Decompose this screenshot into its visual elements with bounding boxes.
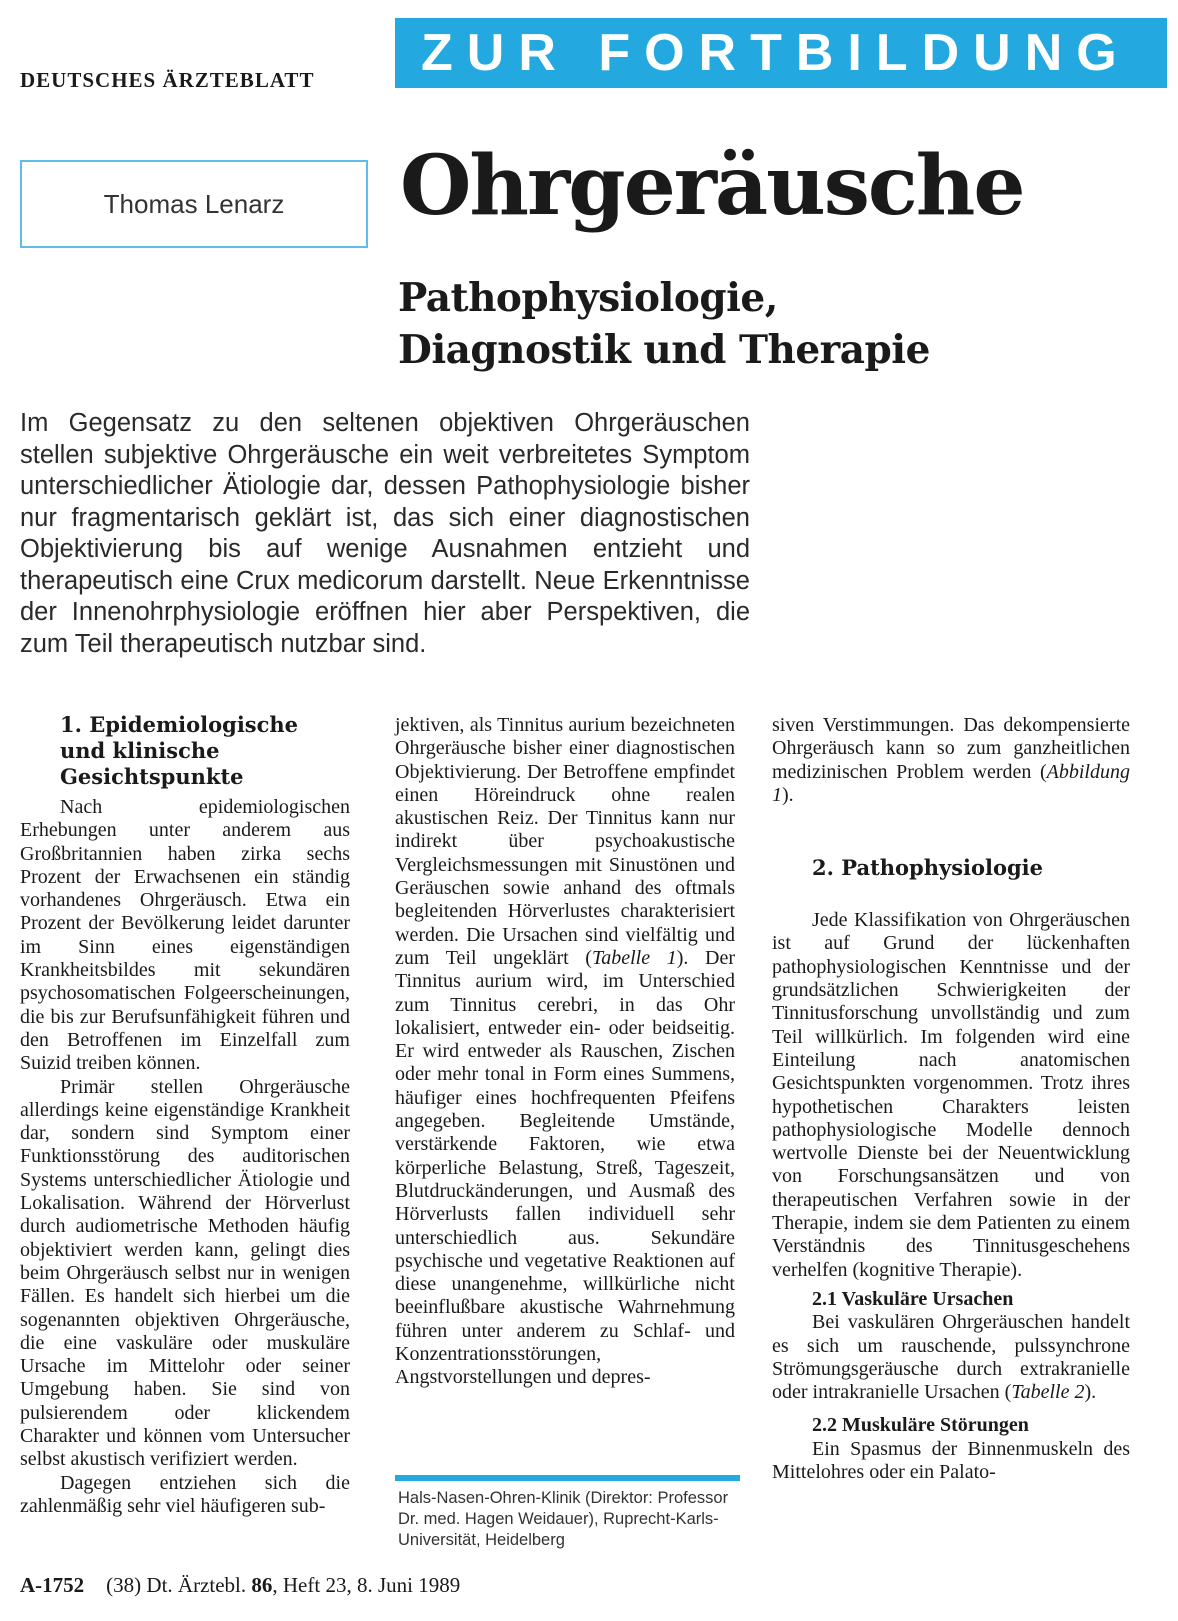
page-footer xyxy=(20,1573,460,1598)
page-id: A-1752 xyxy=(20,1573,85,1597)
paragraph: Nach epidemiologischen Erhebungen unter anderem aus Großbritannien haben zirka sechs Prozent der Erwachsenen ein ständig vorhandenes Ohrgeräusch. Etwa ein Prozent der Bevölkerung leidet darunter im Sinn eines eigenständigen Krankheitsbildes mit sekundären psychosomatischen Folgeerscheinungen, die bis zur Berufsunfähigkeit führen und den Betroffenen im Einzelfall zum Suizid treiben können. xyxy=(20,796,350,1075)
subtitle-line-1: Pathophysiologie, xyxy=(398,275,778,321)
section-1-heading-line: Gesichtspunkte xyxy=(60,764,244,789)
column-2 xyxy=(395,714,735,1390)
section-1-heading xyxy=(60,712,350,790)
affiliation-note: Hals-Nasen-Ohren-Klinik (Direktor: Professor Dr. med. Hagen Weidauer), Ruprecht-Karls-Universität, Heidelberg xyxy=(398,1489,729,1549)
paragraph-text: Bei vaskulären Ohrgeräuschen handelt es sich um rauschende, pulssynchrone Strömungsgeräusche durch extrakranielle oder intrakranielle Ursachen ( xyxy=(772,1311,1130,1404)
paragraph: Jede Klassifikation von Ohrgeräuschen ist auf Grund der lückenhaften pathophysiologischen Kenntnisse und der grundsätzlichen Schwierigkeiten der Tinnitusforschung unvollständig und zum Teil willkürlich. Im folgenden wird eine Einteilung nach anatomischen Gesichtspunkten vorgenommen. Trotz ihres hypothetischen Charakters leisten pathophysiologische Modelle dennoch wertvolle Dienste bei der Neuentwicklung von Forschungsansätzen und von therapeutischen Verfahren sowie in der Therapie, indem sie dem Patienten zu einem Verständnis des Tinnitusgeschehens verhelfen (kognitive Therapie). xyxy=(772,909,1130,1281)
citation-text: (38) Dt. Ärztebl. xyxy=(106,1573,247,1597)
affiliation-rule xyxy=(395,1475,740,1481)
table-reference: Tabelle 1 xyxy=(591,946,677,969)
paragraph-text: ). xyxy=(1084,1381,1097,1404)
article-subtitle xyxy=(398,272,1158,376)
paragraph-text: jektiven, als Tinnitus aurium bezeichneten Ohrgeräusche bisher einer diagnostischen Objektivierung. Der Betroffene empfindet einen Höreindruck ohne realen akustischen Reiz. Der Tinnitus kann nur indirekt über psychoakustische Vergleichsmessungen mit Sinustönen und Geräuschen sowie anhand des oftmals begleitenden Hörverlustes charakterisiert werden. Die Ursachen sind vielfältig und zum Teil ungeklärt ( xyxy=(395,714,735,969)
section-1-heading-line: und klinische xyxy=(60,738,220,763)
citation-text: , Heft 23, 8. Juni 1989 xyxy=(272,1573,461,1597)
section-banner: ZUR FORTBILDUNG xyxy=(395,18,1167,88)
subsection-2-1-heading: 2.1 Vaskuläre Ursachen xyxy=(812,1287,1014,1310)
paragraph: Primär stellen Ohrgeräusche allerdings keine eigenständige Krankheit dar, sondern sind Symptom einer Funktionsstörung des auditorischen Systems unterschiedlicher Ätiologie und Lokalisation. Während der Hörverlust durch audiometrische Methoden häufig objektiviert werden kann, gelingt dies beim Ohrgeräusch selbst nur in wenigen Fällen. Es handelt sich hierbei um die sogenannten objektiven Ohrgeräusche, die eine vaskuläre oder muskuläre Ursache im Mittelohr oder seiner Umgebung haben. Sie sind von pulsierendem oder klickendem Charakter und können vom Untersucher selbst akustisch verifiziert werden. xyxy=(20,1075,350,1471)
paragraph xyxy=(772,1311,1130,1404)
paragraph: Ein Spasmus der Binnenmuskeln des Mittelohres oder ein Palato- xyxy=(772,1437,1130,1484)
column-1 xyxy=(20,712,350,1518)
column-3 xyxy=(772,714,1130,1484)
author-name: Thomas Lenarz xyxy=(103,188,285,219)
volume-number: 86 xyxy=(251,1573,273,1597)
abstract: Im Gegensatz zu den seltenen objektiven Ohrgeräuschen stellen subjektive Ohrgeräusche ein weit verbreitetes Symptom unterschiedlicher Ätiologie dar, dessen Pathophysiologie bisher nur fragmentarisch geklärt ist, das sich einer diagnostischen Objektivierung bis auf wenige Ausnahmen entzieht und therapeutisch eine Crux medicorum darstellt. Neue Erkenntnisse der Innenohrphysiologie eröffnen hier aber Perspektiven, die zum Teil therapeutisch nutzbar sind. xyxy=(20,409,750,658)
author-box xyxy=(20,160,368,248)
paragraph-text: siven Verstimmungen. Das dekompensierte Ohrgeräusch kann so zum ganzheitlichen medizinischen Problem werden ( xyxy=(772,714,1130,783)
paragraph xyxy=(395,714,735,1390)
masthead: DEUTSCHES ÄRZTEBLATT xyxy=(20,68,315,92)
paragraph: Dagegen entziehen sich die zahlenmäßig sehr viel häufigeren sub- xyxy=(20,1471,350,1517)
subtitle-line-2: Diagnostik und Therapie xyxy=(398,327,930,373)
table-reference: Tabelle 2 xyxy=(1011,1381,1085,1404)
figure-reference: Abbildung 1 xyxy=(772,760,1130,806)
paragraph-text: ). xyxy=(782,783,794,806)
article-title: Ohrgeräusche xyxy=(400,138,1024,234)
subsection-2-2-heading: 2.2 Muskuläre Störungen xyxy=(812,1414,1029,1437)
section-1-heading-line: 1. Epidemiologische xyxy=(60,712,299,737)
paragraph-text: ). Der Tinnitus aurium wird, im Unterschied zum Tinnitus cerebri, in das Ohr lokalisiert, entweder ein- oder beidseitig. Er wird entweder als Rauschen, Zischen oder mehr tonal in Form eines Summens, häufiger eines hochfrequenten Pfeifens angegeben. Begleitende Umstände, verstärkende Faktoren, wie etwa körperliche Belastung, Streß, Tageszeit, Blutdruckänderungen, und Ausmaß des Hörverlusts fallen individuell sehr unterschiedlich aus. Sekundäre psychische und vegetative Reaktionen auf diese unangenehme, willkürliche nicht beeinflußbare akustische Wahrnehmung führen unter anderem zu Schlaf- und Konzentrationsstörungen, Angstvorstellungen und depres- xyxy=(395,946,735,1389)
section-2-heading: 2. Pathophysiologie xyxy=(812,855,1044,881)
paragraph xyxy=(772,714,1130,807)
